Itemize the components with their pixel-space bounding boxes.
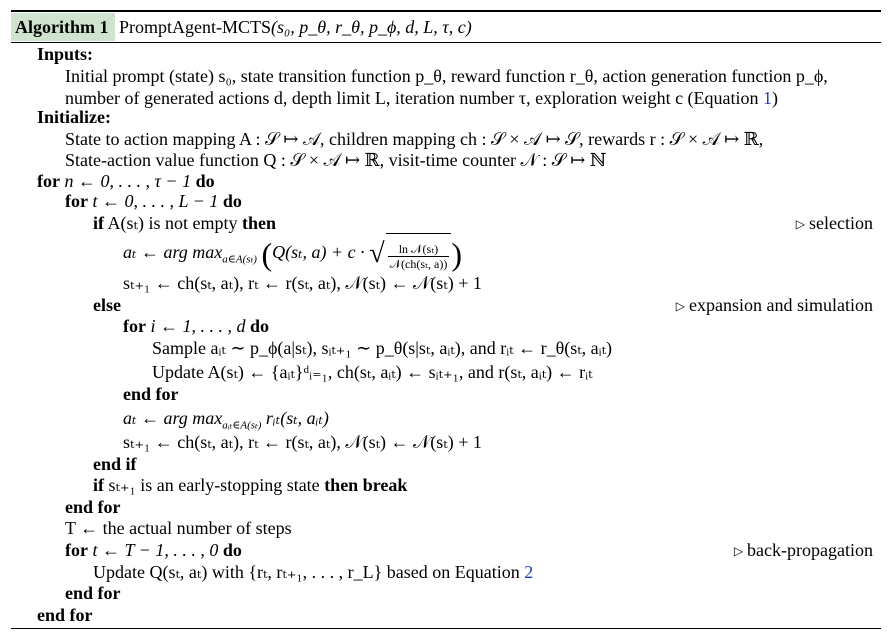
inputs-line-2: number of generated actions d, depth limit L, iteration number τ, exploration weight c (Equation 1) — [65, 88, 779, 108]
end-if: end if — [93, 454, 137, 474]
equation-2-link[interactable]: 2 — [524, 562, 534, 582]
selection-line-2: aₜ ← arg $\max_{aᵢ_t\in A(s_t)}$ rᵢₜ(sₜ, aᵢₜ) — [123, 408, 329, 432]
comment-expansion: ▷ expansion and simulation — [675, 295, 873, 315]
transition-line-1: sₜ₊₁ ← ch(sₜ, aₜ), rₜ ← r(sₜ, aₜ), 𝒩(sₜ) ← 𝒩(sₜ) + 1 — [123, 273, 482, 293]
bottom-rule — [11, 628, 881, 629]
triangle-icon: ▷ — [675, 299, 686, 313]
end-for-t: end for — [65, 497, 121, 517]
inputs-heading: Inputs: — [37, 44, 94, 64]
algorithm-name: PromptAgent-MCTS — [119, 17, 272, 37]
else-line: else — [93, 295, 121, 315]
sample-line: Sample aᵢₜ ∼ p_ϕ(a|sₜ), sᵢₜ₊₁ ∼ p_θ(s|sₜ, aᵢₜ), and rᵢₜ ← r_θ(sₜ, aᵢₜ) — [152, 338, 613, 358]
initialize-line-1: State to action mapping A : 𝒮 ↦ 𝒜, children mapping ch : 𝒮 × 𝒜 ↦ 𝒮, rewards r : 𝒮 × 𝒜 ↦ ℝ, — [65, 129, 764, 149]
end-for-i: end for — [123, 384, 179, 404]
inputs-line-1: Initial prompt (state) s₀, state transition function p_θ, reward function r_θ, action generation function p_ϕ, — [65, 66, 828, 86]
equation-1-link[interactable]: 1 — [763, 88, 773, 108]
end-for-back: end for — [65, 583, 121, 603]
triangle-icon: ▷ — [795, 217, 806, 231]
end-for-n: end for — [37, 605, 93, 625]
t-assign-line: T ← the actual number of steps — [65, 518, 292, 538]
triangle-icon: ▷ — [733, 544, 744, 558]
top-rule — [11, 10, 881, 12]
comment-backprop: ▷ back-propagation — [733, 540, 873, 560]
algorithm-label: Algorithm 1 — [11, 13, 115, 41]
transition-line-2: sₜ₊₁ ← ch(sₜ, aₜ), rₜ ← r(sₜ, aₜ), 𝒩(sₜ) ← 𝒩(sₜ) + 1 — [123, 432, 482, 452]
title-rule — [11, 42, 881, 43]
initialize-heading: Initialize: — [37, 107, 111, 127]
if-early-stop-line: if sₜ₊₁ is an early-stopping state then break — [93, 475, 408, 495]
if-nonempty-line: if A(sₜ) is not empty then — [93, 213, 276, 233]
algorithm-signature: (s₀, p_θ, r_θ, p_ϕ, d, L, τ, c) — [271, 17, 472, 37]
for-t-line: for t ← 0, . . . , L − 1 do — [65, 191, 242, 211]
for-i-line: for i ← 1, . . . , d do — [123, 316, 270, 336]
algorithm-title — [11, 13, 472, 41]
update-line: Update A(sₜ) ← {aᵢₜ}ᵈᵢ₌₁, ch(sₜ, aᵢₜ) ← sᵢₜ₊₁, and r(sₜ, aᵢₜ) ← rᵢₜ — [152, 362, 593, 382]
for-n-line: for n ← 0, . . . , τ − 1 do — [37, 171, 215, 191]
initialize-line-2: State-action value function Q : 𝒮 × 𝒜 ↦ ℝ, visit-time counter 𝒩 : 𝒮 ↦ ℕ — [65, 150, 607, 170]
update-q-line: Update Q(sₜ, aₜ) with {rₜ, rₜ₊₁, . . . , r_L} based on Equation 2 — [93, 562, 534, 582]
for-back-line: for t ← T − 1, . . . , 0 do — [65, 540, 242, 560]
comment-selection: ▷ selection — [795, 213, 873, 233]
selection-formula: aₜ ← arg $\max_{a\in A(s_t)} (Q(s_t$, a) + c · √ $\frac{\text{ln 𝒩(sₜ)}}{\text{𝒩(ch(sₜ, a))}}$ ) — [123, 232, 462, 272]
